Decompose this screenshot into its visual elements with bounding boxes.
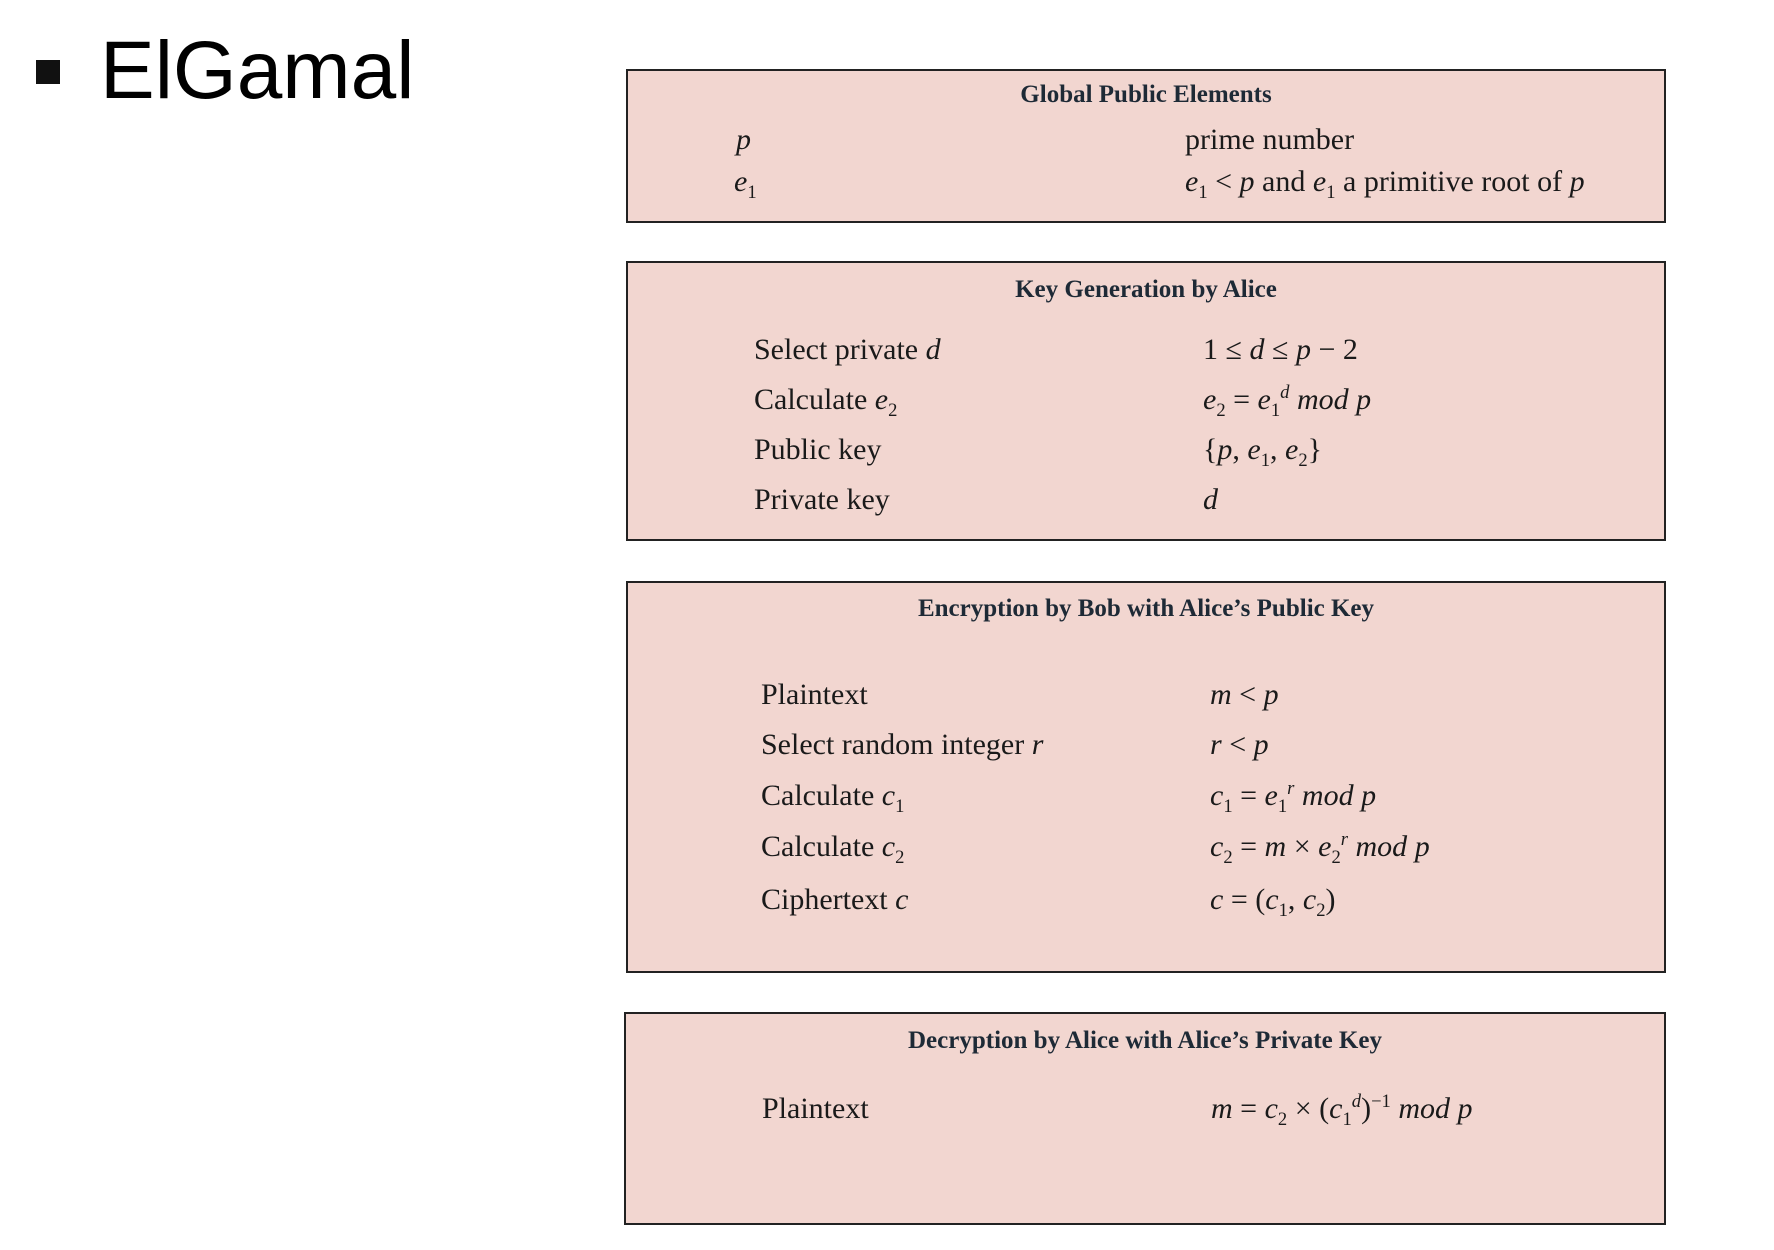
row-label: Calculate $e_2$ [754, 383, 898, 421]
row-value: $c_1 = e_1^r$ mod p [1210, 778, 1377, 817]
global-elements-title: Global Public Elements [1020, 81, 1272, 108]
row-label: Calculate $c_2$ [761, 830, 905, 868]
row-label: Private key [754, 483, 890, 516]
row-value: $c_2 = m \times e_2^r$ mod p [1210, 829, 1430, 868]
keygen-row [628, 483, 1664, 523]
encryption-row [628, 728, 1664, 768]
row-label: Calculate $c_1$ [761, 779, 905, 817]
encryption-row [628, 678, 1664, 718]
slide-title: ElGamal [100, 25, 415, 116]
decryption-title: Decryption by Alice with Alice’s Private Key [908, 1027, 1382, 1054]
encryption-row [628, 830, 1664, 870]
row-value: $c = (c_1$, $c_2$) [1210, 883, 1336, 921]
keygen-row [628, 433, 1664, 473]
row-value: {p, $e_1$, $e_2$} [1203, 433, 1323, 471]
row-label: Select random integer r [761, 728, 1044, 761]
row-label: $e_1$ [734, 165, 757, 203]
row-label: Plaintext [761, 678, 868, 711]
decryption-row [626, 1092, 1664, 1132]
row-label: Ciphertext c [761, 883, 909, 916]
bullet-marker [36, 60, 60, 84]
encryption-row [628, 883, 1664, 923]
key-generation-title: Key Generation by Alice [1015, 276, 1277, 303]
row-value: $e_2 = e_1^d$ mod p [1203, 382, 1372, 421]
encryption-title: Encryption by Bob with Alice’s Public Key [917, 595, 1375, 622]
keygen-row [628, 333, 1664, 373]
decryption-box [624, 1012, 1666, 1225]
row-label: Plaintext [762, 1092, 869, 1125]
row-label: Select private d [754, 333, 941, 366]
global-elements-box [626, 69, 1666, 223]
row-value: r < p [1210, 728, 1269, 761]
row-value: 1 ≤ d ≤ p − 2 [1203, 333, 1358, 366]
row-value: prime number [1185, 123, 1355, 156]
global-row-p [628, 123, 1664, 163]
row-value: d [1203, 483, 1218, 516]
row-value: $m = c_2 \times (c_1^d)^{-1}$ mod p [1211, 1091, 1473, 1130]
global-row-e1 [628, 165, 1664, 205]
keygen-row [628, 383, 1664, 423]
row-value: m < p [1210, 678, 1279, 711]
encryption-row [628, 779, 1664, 819]
row-label: Public key [754, 433, 882, 466]
key-generation-box [626, 261, 1666, 541]
encryption-box [626, 581, 1666, 973]
row-value: $e_1 < p$ and $e_1$ a primitive root of p [1185, 165, 1585, 203]
row-label: p [736, 123, 751, 156]
